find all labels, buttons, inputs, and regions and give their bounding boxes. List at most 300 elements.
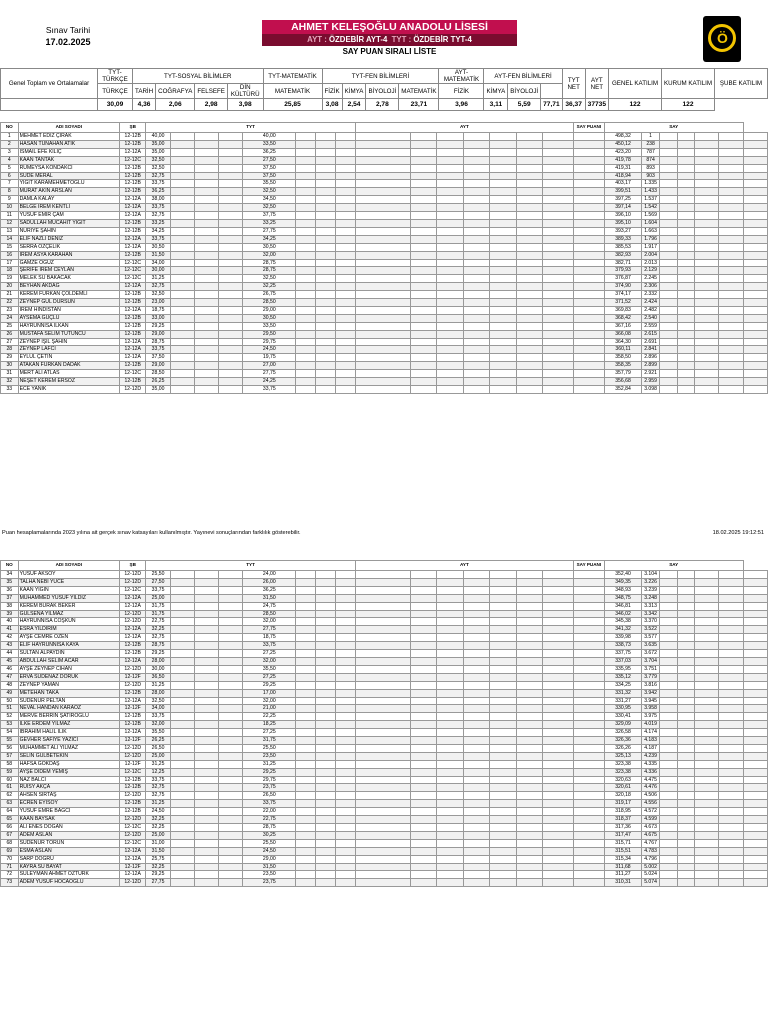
empty-cell bbox=[335, 330, 355, 338]
student-name: SULTAN ALPAYDIN bbox=[18, 650, 119, 658]
empty-cell bbox=[194, 673, 218, 681]
col-class-header: ŞB bbox=[119, 123, 145, 133]
table-row bbox=[1, 346, 768, 354]
student-name: KEREM BURAK BEKER bbox=[18, 602, 119, 610]
empty-cell bbox=[463, 378, 489, 386]
empty-cell bbox=[296, 133, 316, 141]
empty-cell bbox=[463, 594, 489, 602]
empty-cell bbox=[490, 362, 516, 370]
row-number: 66 bbox=[1, 824, 19, 832]
exam-date-value: 17.02.2025 bbox=[45, 37, 91, 47]
empty-cell bbox=[543, 204, 574, 212]
empty-cell bbox=[335, 673, 355, 681]
summary-subheader: FELSEFE bbox=[195, 84, 228, 99]
table-row bbox=[1, 314, 768, 322]
empty-cell bbox=[490, 800, 516, 808]
empty-cell bbox=[719, 642, 743, 650]
turkce-net: 32,25 bbox=[146, 626, 170, 634]
row-number: 30 bbox=[1, 362, 19, 370]
row-number: 15 bbox=[1, 243, 19, 251]
class-code: 12-12D bbox=[119, 831, 145, 839]
empty-cell bbox=[355, 140, 410, 148]
empty-cell bbox=[296, 697, 316, 705]
empty-cell bbox=[695, 267, 719, 275]
empty-cell bbox=[659, 243, 677, 251]
say-puani: 352,84 bbox=[604, 386, 641, 394]
row-number: 41 bbox=[1, 626, 19, 634]
empty-cell bbox=[677, 140, 695, 148]
col-name-header: ADI SOYADI bbox=[18, 123, 119, 133]
empty-cell bbox=[543, 871, 574, 879]
empty-cell bbox=[410, 338, 436, 346]
results-table-page-1 bbox=[0, 122, 768, 394]
empty-cell bbox=[410, 650, 436, 658]
tyt-mat-net: 29,00 bbox=[243, 306, 296, 314]
say-puani: 323,38 bbox=[604, 768, 641, 776]
empty-cell bbox=[677, 322, 695, 330]
say-puani: 335,95 bbox=[604, 665, 641, 673]
empty-cell bbox=[219, 665, 243, 673]
empty-cell bbox=[677, 879, 695, 887]
genel-rank: 4.796 bbox=[642, 855, 660, 863]
empty-cell bbox=[490, 634, 516, 642]
empty-cell bbox=[219, 650, 243, 658]
empty-cell bbox=[194, 642, 218, 650]
say-puani: 367,16 bbox=[604, 322, 641, 330]
empty-cell bbox=[490, 855, 516, 863]
row-number: 18 bbox=[1, 267, 19, 275]
class-code: 12-12B bbox=[119, 172, 145, 180]
empty-cell bbox=[490, 172, 516, 180]
empty-cell bbox=[573, 243, 604, 251]
empty-cell bbox=[410, 610, 436, 618]
empty-cell bbox=[573, 148, 604, 156]
empty-cell bbox=[490, 386, 516, 394]
turkce-net: 33,75 bbox=[146, 776, 170, 784]
empty-cell bbox=[743, 824, 767, 832]
empty-cell bbox=[316, 855, 336, 863]
empty-cell bbox=[219, 768, 243, 776]
empty-cell bbox=[719, 824, 743, 832]
genel-rank: 4.183 bbox=[642, 737, 660, 745]
empty-cell bbox=[743, 729, 767, 737]
empty-cell bbox=[463, 737, 489, 745]
table-row bbox=[1, 378, 768, 386]
empty-cell bbox=[743, 212, 767, 220]
empty-cell bbox=[335, 610, 355, 618]
empty-cell bbox=[659, 871, 677, 879]
turkce-net: 28,00 bbox=[146, 689, 170, 697]
empty-cell bbox=[719, 140, 743, 148]
empty-cell bbox=[543, 243, 574, 251]
empty-cell bbox=[219, 729, 243, 737]
empty-cell bbox=[695, 665, 719, 673]
empty-cell bbox=[659, 235, 677, 243]
empty-cell bbox=[743, 291, 767, 299]
empty-cell bbox=[335, 713, 355, 721]
empty-cell bbox=[316, 673, 336, 681]
empty-cell bbox=[516, 744, 542, 752]
empty-cell bbox=[194, 713, 218, 721]
student-name: MUSTAFA SELİM TÜTÜNCÜ bbox=[18, 330, 119, 338]
empty-cell bbox=[516, 602, 542, 610]
class-code: 12-12B bbox=[119, 180, 145, 188]
empty-cell bbox=[695, 642, 719, 650]
empty-cell bbox=[659, 148, 677, 156]
row-number: 13 bbox=[1, 227, 19, 235]
empty-cell bbox=[316, 681, 336, 689]
empty-cell bbox=[219, 602, 243, 610]
genel-rank: 874 bbox=[642, 156, 660, 164]
empty-cell bbox=[410, 219, 436, 227]
empty-cell bbox=[316, 863, 336, 871]
empty-cell bbox=[677, 839, 695, 847]
empty-cell bbox=[677, 578, 695, 586]
empty-cell bbox=[463, 571, 489, 579]
col-name-header: ADI SOYADI bbox=[18, 561, 119, 571]
empty-cell bbox=[355, 330, 410, 338]
empty-cell bbox=[335, 800, 355, 808]
student-name: İREM ASYA KARAHAN bbox=[18, 251, 119, 259]
empty-cell bbox=[437, 259, 463, 267]
turkce-net: 32,50 bbox=[146, 156, 170, 164]
empty-cell bbox=[194, 634, 218, 642]
empty-cell bbox=[296, 172, 316, 180]
empty-cell bbox=[296, 737, 316, 745]
empty-cell bbox=[316, 235, 336, 243]
empty-cell bbox=[335, 275, 355, 283]
empty-cell bbox=[743, 792, 767, 800]
empty-cell bbox=[543, 594, 574, 602]
empty-cell bbox=[219, 362, 243, 370]
say-puani: 396,10 bbox=[604, 212, 641, 220]
say-puani: 419,78 bbox=[604, 156, 641, 164]
genel-rank: 2.013 bbox=[642, 259, 660, 267]
empty-cell bbox=[695, 737, 719, 745]
empty-cell bbox=[355, 299, 410, 307]
empty-cell bbox=[677, 610, 695, 618]
empty-cell bbox=[194, 665, 218, 673]
empty-cell bbox=[695, 760, 719, 768]
table-row bbox=[1, 259, 768, 267]
row-number: 2 bbox=[1, 140, 19, 148]
empty-cell bbox=[695, 768, 719, 776]
genel-rank: 2.424 bbox=[642, 299, 660, 307]
summary-value: 5,59 bbox=[508, 99, 541, 111]
empty-cell bbox=[719, 578, 743, 586]
empty-cell bbox=[335, 665, 355, 673]
empty-cell bbox=[219, 594, 243, 602]
empty-cell bbox=[410, 362, 436, 370]
empty-cell bbox=[743, 721, 767, 729]
genel-rank: 903 bbox=[642, 172, 660, 180]
row-number: 60 bbox=[1, 776, 19, 784]
empty-cell bbox=[543, 657, 574, 665]
class-code: 12-12A bbox=[119, 847, 145, 855]
summary-subheader: MATEMATİK bbox=[263, 84, 322, 99]
empty-cell bbox=[719, 705, 743, 713]
empty-cell bbox=[170, 133, 194, 141]
turkce-net: 22,75 bbox=[146, 618, 170, 626]
empty-cell bbox=[719, 839, 743, 847]
row-number: 25 bbox=[1, 322, 19, 330]
empty-cell bbox=[659, 156, 677, 164]
turkce-net: 31,50 bbox=[146, 847, 170, 855]
tyt-mat-net: 32,25 bbox=[243, 283, 296, 291]
empty-cell bbox=[719, 768, 743, 776]
genel-rank: 4.335 bbox=[642, 760, 660, 768]
empty-cell bbox=[437, 855, 463, 863]
empty-cell bbox=[335, 744, 355, 752]
empty-cell bbox=[194, 776, 218, 784]
empty-cell bbox=[490, 879, 516, 887]
genel-rank: 5.074 bbox=[642, 879, 660, 887]
turkce-net: 24,50 bbox=[146, 808, 170, 816]
empty-cell bbox=[194, 354, 218, 362]
empty-cell bbox=[170, 760, 194, 768]
empty-cell bbox=[194, 594, 218, 602]
row-number: 47 bbox=[1, 673, 19, 681]
empty-cell bbox=[437, 212, 463, 220]
summary-subheader: COĞRAFYA bbox=[156, 84, 195, 99]
tyt-mat-net: 25,50 bbox=[243, 744, 296, 752]
empty-cell bbox=[573, 156, 604, 164]
empty-cell bbox=[516, 243, 542, 251]
empty-cell bbox=[490, 808, 516, 816]
summary-value: 2,98 bbox=[195, 99, 228, 111]
empty-cell bbox=[695, 650, 719, 658]
empty-cell bbox=[659, 140, 677, 148]
empty-cell bbox=[659, 689, 677, 697]
empty-cell bbox=[463, 626, 489, 634]
table-row bbox=[1, 148, 768, 156]
empty-cell bbox=[170, 578, 194, 586]
empty-cell bbox=[677, 291, 695, 299]
empty-cell bbox=[573, 642, 604, 650]
empty-cell bbox=[659, 586, 677, 594]
empty-cell bbox=[719, 792, 743, 800]
empty-cell bbox=[410, 768, 436, 776]
empty-cell bbox=[194, 243, 218, 251]
say-puani: 371,52 bbox=[604, 299, 641, 307]
empty-cell bbox=[219, 642, 243, 650]
empty-cell bbox=[170, 306, 194, 314]
empty-cell bbox=[170, 283, 194, 291]
empty-cell bbox=[677, 227, 695, 235]
turkce-net: 31,25 bbox=[146, 275, 170, 283]
empty-cell bbox=[437, 578, 463, 586]
empty-cell bbox=[437, 871, 463, 879]
empty-cell bbox=[743, 188, 767, 196]
empty-cell bbox=[316, 378, 336, 386]
empty-cell bbox=[695, 227, 719, 235]
empty-cell bbox=[410, 322, 436, 330]
empty-cell bbox=[296, 744, 316, 752]
empty-cell bbox=[355, 752, 410, 760]
student-name: MELEK SU BAKACAK bbox=[18, 275, 119, 283]
empty-cell bbox=[437, 642, 463, 650]
empty-cell bbox=[437, 808, 463, 816]
empty-cell bbox=[296, 816, 316, 824]
empty-cell bbox=[543, 610, 574, 618]
empty-cell bbox=[695, 808, 719, 816]
say-puani: 450,12 bbox=[604, 140, 641, 148]
class-code: 12-12D bbox=[119, 618, 145, 626]
empty-cell bbox=[194, 578, 218, 586]
student-name: AYŞE ZEYNEP CİHAN bbox=[18, 665, 119, 673]
say-puani: 389,33 bbox=[604, 235, 641, 243]
empty-cell bbox=[677, 235, 695, 243]
tyt-mat-net: 24,75 bbox=[243, 602, 296, 610]
turkce-net: 32,25 bbox=[146, 824, 170, 832]
table-row bbox=[1, 824, 768, 832]
empty-cell bbox=[335, 839, 355, 847]
tyt-mat-net: 23,75 bbox=[243, 784, 296, 792]
empty-cell bbox=[463, 673, 489, 681]
empty-cell bbox=[437, 618, 463, 626]
class-code: 12-12D bbox=[119, 816, 145, 824]
genel-rank: 3.945 bbox=[642, 697, 660, 705]
empty-cell bbox=[219, 164, 243, 172]
table-row bbox=[1, 354, 768, 362]
empty-cell bbox=[194, 760, 218, 768]
empty-cell bbox=[543, 370, 574, 378]
empty-cell bbox=[659, 602, 677, 610]
empty-cell bbox=[543, 578, 574, 586]
empty-cell bbox=[543, 212, 574, 220]
empty-cell bbox=[573, 180, 604, 188]
empty-cell bbox=[219, 824, 243, 832]
empty-cell bbox=[695, 752, 719, 760]
empty-cell bbox=[719, 299, 743, 307]
empty-cell bbox=[659, 808, 677, 816]
empty-cell bbox=[355, 283, 410, 291]
empty-cell bbox=[410, 275, 436, 283]
empty-cell bbox=[355, 792, 410, 800]
student-name: AYSEMA GÜÇLÜ bbox=[18, 314, 119, 322]
tyt-mat-net: 23,75 bbox=[243, 879, 296, 887]
table-row bbox=[1, 267, 768, 275]
empty-cell bbox=[719, 283, 743, 291]
exam-names: AYT : ÖZDEBİR AYT-4 TYT : ÖZDEBİR TYT-4 bbox=[262, 34, 517, 46]
empty-cell bbox=[335, 243, 355, 251]
empty-cell bbox=[410, 752, 436, 760]
say-puani: 368,42 bbox=[604, 314, 641, 322]
say-puani: 331,32 bbox=[604, 689, 641, 697]
empty-cell bbox=[170, 354, 194, 362]
empty-cell bbox=[719, 354, 743, 362]
empty-cell bbox=[695, 330, 719, 338]
empty-cell bbox=[719, 665, 743, 673]
empty-cell bbox=[543, 322, 574, 330]
empty-cell bbox=[677, 243, 695, 251]
empty-cell bbox=[695, 571, 719, 579]
student-name: AYŞE CEMRE ÖZEN bbox=[18, 634, 119, 642]
table-row bbox=[1, 618, 768, 626]
empty-cell bbox=[296, 251, 316, 259]
empty-cell bbox=[743, 808, 767, 816]
student-name: İSMAİL EFE KILIÇ bbox=[18, 148, 119, 156]
empty-cell bbox=[296, 839, 316, 847]
empty-cell bbox=[170, 338, 194, 346]
say-puani: 318,37 bbox=[604, 816, 641, 824]
empty-cell bbox=[677, 800, 695, 808]
tyt-mat-net: 30,50 bbox=[243, 243, 296, 251]
empty-cell bbox=[194, 306, 218, 314]
empty-cell bbox=[573, 713, 604, 721]
empty-cell bbox=[743, 378, 767, 386]
tyt-mat-net: 27,25 bbox=[243, 729, 296, 737]
empty-cell bbox=[316, 792, 336, 800]
empty-cell bbox=[543, 586, 574, 594]
empty-cell bbox=[719, 156, 743, 164]
empty-cell bbox=[573, 578, 604, 586]
empty-cell bbox=[695, 618, 719, 626]
empty-cell bbox=[316, 140, 336, 148]
empty-cell bbox=[516, 689, 542, 697]
empty-cell bbox=[219, 689, 243, 697]
empty-cell bbox=[194, 824, 218, 832]
empty-cell bbox=[316, 642, 336, 650]
empty-cell bbox=[316, 737, 336, 745]
empty-cell bbox=[355, 634, 410, 642]
empty-cell bbox=[743, 243, 767, 251]
empty-cell bbox=[743, 839, 767, 847]
school-name: AHMET KELEŞOĞLU ANADOLU LİSESİ bbox=[262, 20, 517, 34]
empty-cell bbox=[355, 673, 410, 681]
empty-cell bbox=[296, 650, 316, 658]
empty-cell bbox=[543, 847, 574, 855]
empty-cell bbox=[677, 752, 695, 760]
empty-cell bbox=[170, 346, 194, 354]
say-puani: 341,32 bbox=[604, 626, 641, 634]
class-code: 12-12C bbox=[119, 768, 145, 776]
empty-cell bbox=[296, 243, 316, 251]
empty-cell bbox=[316, 362, 336, 370]
empty-cell bbox=[659, 267, 677, 275]
empty-cell bbox=[296, 322, 316, 330]
table-row bbox=[1, 863, 768, 871]
empty-cell bbox=[490, 839, 516, 847]
empty-cell bbox=[219, 354, 243, 362]
empty-cell bbox=[516, 721, 542, 729]
genel-rank: 1.542 bbox=[642, 204, 660, 212]
empty-cell bbox=[355, 386, 410, 394]
tyt-mat-net: 32,00 bbox=[243, 657, 296, 665]
empty-cell bbox=[516, 879, 542, 887]
tyt-mat-net: 36,25 bbox=[243, 148, 296, 156]
empty-cell bbox=[543, 299, 574, 307]
empty-cell bbox=[743, 800, 767, 808]
empty-cell bbox=[316, 346, 336, 354]
table-row bbox=[1, 673, 768, 681]
empty-cell bbox=[410, 673, 436, 681]
empty-cell bbox=[170, 259, 194, 267]
say-puani: 397,25 bbox=[604, 196, 641, 204]
class-code: 12-12A bbox=[119, 594, 145, 602]
genel-rank: 5.024 bbox=[642, 871, 660, 879]
empty-cell bbox=[335, 378, 355, 386]
row-number: 16 bbox=[1, 251, 19, 259]
empty-cell bbox=[743, 681, 767, 689]
empty-cell bbox=[490, 602, 516, 610]
empty-cell bbox=[516, 618, 542, 626]
empty-cell bbox=[659, 744, 677, 752]
empty-cell bbox=[170, 291, 194, 299]
genel-rank: 3.104 bbox=[642, 571, 660, 579]
empty-cell bbox=[410, 314, 436, 322]
turkce-net: 34,25 bbox=[146, 227, 170, 235]
